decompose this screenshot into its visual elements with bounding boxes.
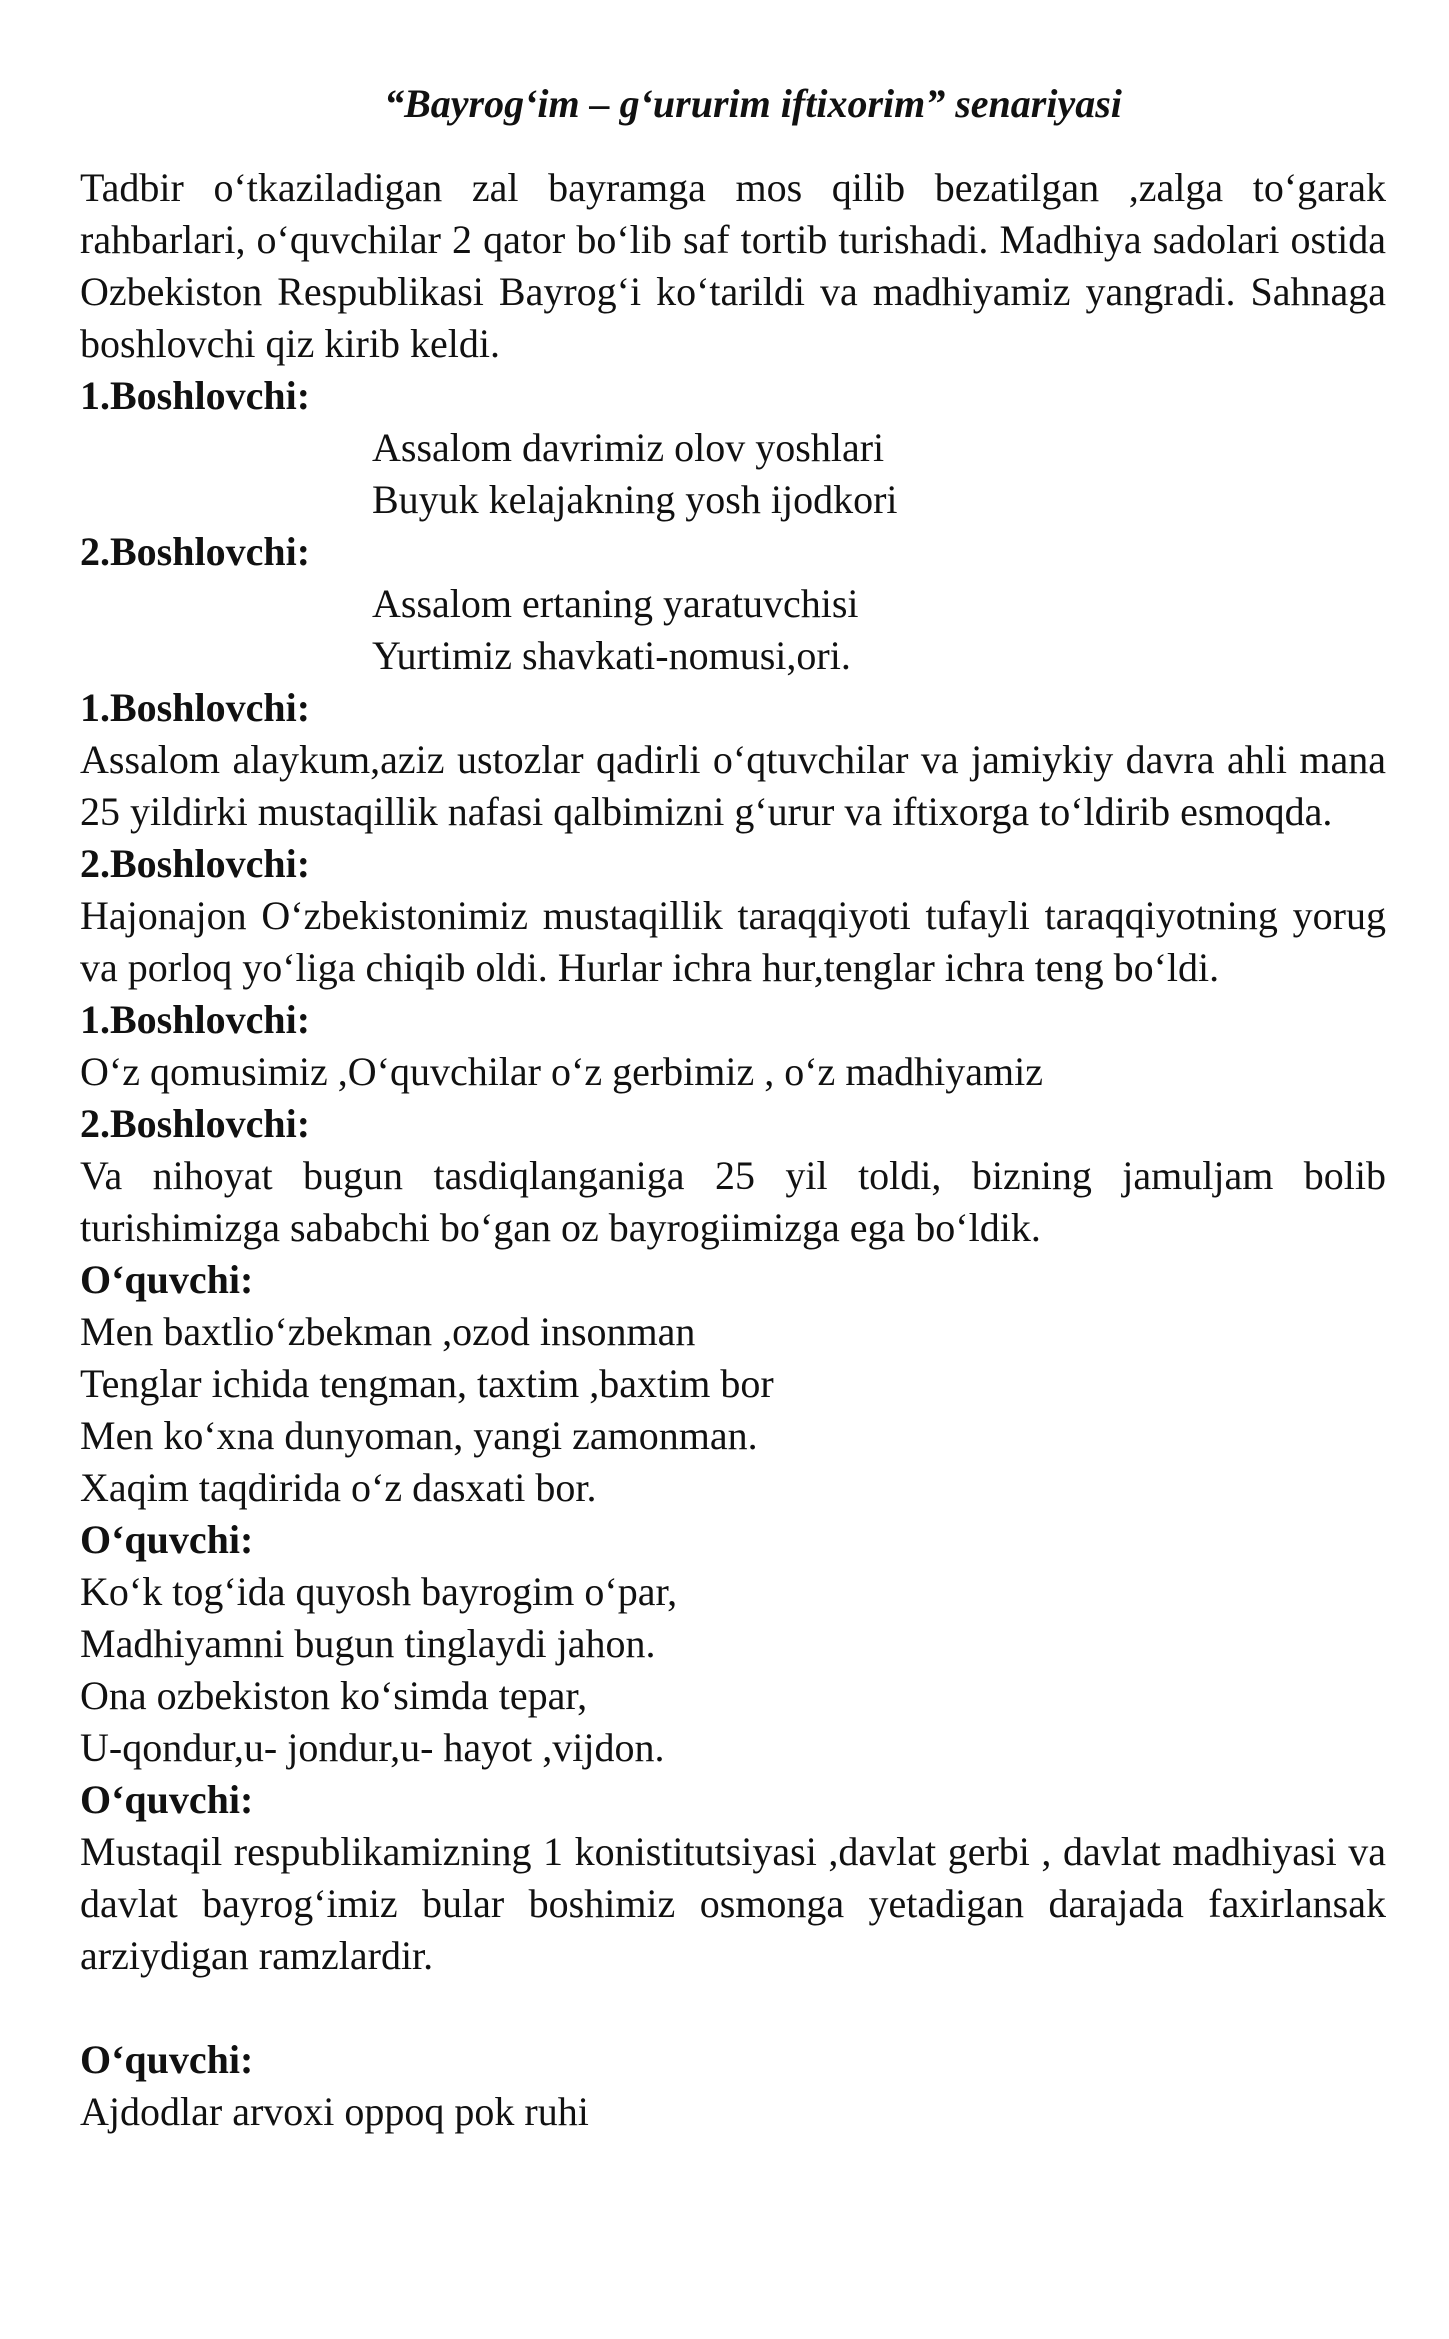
poem-line: Men ko‘xna dunyoman, yangi zamonman. <box>80 1413 758 1458</box>
document-page <box>80 78 1386 2138</box>
script-block <box>80 682 1386 838</box>
poem-line: U-qondur,u- jondur,u- hayot ,vijdon. <box>80 1725 665 1770</box>
poem-line: Men baxtlio‘zbekman ,ozod insonman <box>80 1309 696 1354</box>
indented-verse <box>80 422 1386 526</box>
speaker-label: 2.Boshlovchi: <box>80 841 311 886</box>
script-body <box>80 370 1386 2138</box>
intro-paragraph: Tadbir o‘tkaziladigan zal bayramga mos qilib bezatilgan ,zalga to‘garak rahbarlari, o‘quvchilar 2 qator bo‘lib saf tortib turishadi. Madhiya sadolari ostida Ozbekiston Respublikasi Bayrog‘i ko‘tarildi va madhiyamiz yangradi. Sahnaga boshlovchi qiz kirib keldi. <box>80 165 1386 366</box>
script-block <box>80 838 1386 994</box>
speaker-label: O‘quvchi: <box>80 1257 254 1302</box>
speaker-label: 2.Boshlovchi: <box>80 529 311 574</box>
speaker-label: 1.Boshlovchi: <box>80 997 311 1042</box>
indented-verse <box>80 578 1386 682</box>
poem-line: Xaqim taqdirida o‘z dasxati bor. <box>80 1465 597 1510</box>
dialogue-paragraph: Hajonajon O‘zbekistonimiz mustaqillik taraqqiyoti tufayli taraqqiyotning yorug va porloq yo‘liga chiqib oldi. Hurlar ichra hur,tenglar ichra teng bo‘ldi. <box>80 893 1386 990</box>
script-block <box>80 526 1386 682</box>
speaker-label: 1.Boshlovchi: <box>80 373 311 418</box>
script-block <box>80 370 1386 526</box>
poem-line: Ona ozbekiston ko‘simda tepar, <box>80 1673 588 1718</box>
poem-stanza <box>80 2086 1386 2138</box>
poem-stanza <box>80 1306 1386 1514</box>
script-block <box>80 1774 1386 1982</box>
dialogue-paragraph: O‘z qomusimiz ,O‘quvchilar o‘z gerbimiz , o‘z madhiyamiz <box>80 1049 1044 1094</box>
verse-line: Assalom davrimiz olov yoshlari <box>372 425 885 470</box>
script-block <box>80 1098 1386 1254</box>
speaker-label: 2.Boshlovchi: <box>80 1101 311 1146</box>
dialogue-paragraph: Mustaqil respublikamizning 1 konistitutsiyasi ,davlat gerbi , davlat madhiyasi va davlat bayrog‘imiz bular boshimiz osmonga yetadigan darajada faxirlansak arziydigan ramzlardir. <box>80 1829 1386 1978</box>
verse-line: Yurtimiz shavkati-nomusi,ori. <box>372 633 851 678</box>
script-block <box>80 1254 1386 1514</box>
verse-line: Buyuk kelajakning yosh ijodkori <box>372 477 898 522</box>
speaker-label: O‘quvchi: <box>80 1517 254 1562</box>
poem-line: Tenglar ichida tengman, taxtim ,baxtim bor <box>80 1361 774 1406</box>
dialogue-paragraph: Va nihoyat bugun tasdiqlanganiga 25 yil toldi, bizning jamuljam bolib turishimizga sababchi bo‘gan oz bayrogiimizga ega bo‘ldik. <box>80 1153 1386 1250</box>
verse-line: Assalom ertaning yaratuvchisi <box>372 581 859 626</box>
poem-line: Ko‘k tog‘ida quyosh bayrogim o‘par, <box>80 1569 678 1614</box>
dialogue-paragraph: Assalom alaykum,aziz ustozlar qadirli o‘qtuvchilar va jamiykiy davra ahli mana 25 yildirki mustaqillik nafasi qalbimizni g‘urur va iftixorga to‘ldirib esmoqda. <box>80 737 1386 834</box>
script-block <box>80 994 1386 1098</box>
speaker-label: 1.Boshlovchi: <box>80 685 311 730</box>
document-title: “Bayrog‘im – g‘ururim iftixorim” senariyasi <box>384 81 1122 126</box>
script-block <box>80 1514 1386 1774</box>
speaker-label: O‘quvchi: <box>80 2037 254 2082</box>
poem-stanza <box>80 1566 1386 1774</box>
speaker-label: O‘quvchi: <box>80 1777 254 1822</box>
poem-line: Ajdodlar arvoxi oppoq pok ruhi <box>80 2089 589 2134</box>
script-block <box>80 2034 1386 2138</box>
poem-line: Madhiyamni bugun tinglaydi jahon. <box>80 1621 656 1666</box>
blank-line <box>80 1982 1386 2034</box>
